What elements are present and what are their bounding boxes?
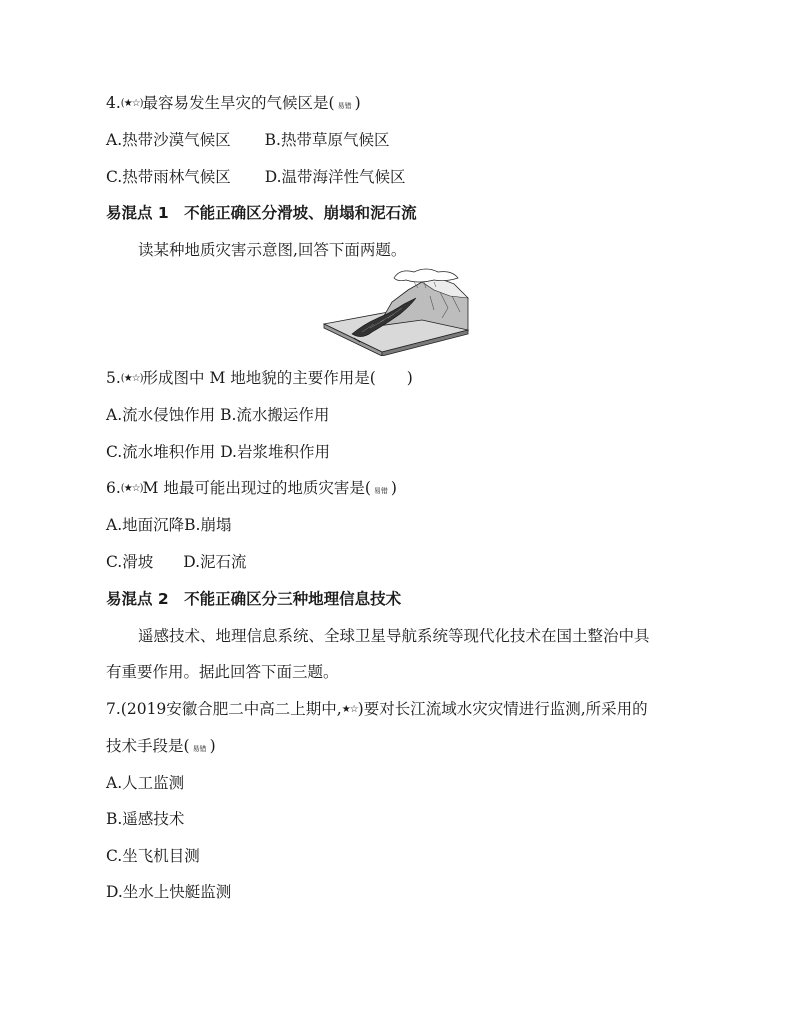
error-prone-tag: 易错: [337, 102, 352, 110]
geological-hazard-diagram: [322, 268, 472, 356]
option-d: D.泥石流: [183, 553, 247, 571]
difficulty-stars-icon: ★☆: [341, 704, 358, 715]
question-text: 形成图中 M 地地貌的主要作用是( ): [142, 369, 413, 387]
option-c: C.热带雨林气候区: [106, 168, 231, 186]
question-7-option-d: D.坐水上快艇监测: [106, 883, 232, 901]
answer-bracket-close: ): [209, 737, 216, 755]
option-b: B.热带草原气候区: [264, 131, 390, 149]
option-b: B.崩塌: [184, 516, 232, 534]
section-1-intro: 读某种地质灾害示意图,回答下面两题。: [138, 241, 407, 259]
question-text: 技术手段是(: [106, 737, 190, 755]
question-6-options-row2: [106, 551, 247, 573]
option-d: D.温带海洋性气候区: [264, 168, 406, 186]
question-4-options-row1: [106, 129, 389, 151]
option-d: D.岩浆堆积作用: [220, 443, 330, 461]
question-7-stem-line1: [106, 698, 648, 721]
error-prone-tag: 易错: [373, 487, 388, 495]
section-2-intro-line1: 遥感技术、地理信息系统、全球卫星导航系统等现代化技术在国土整治中具: [138, 627, 650, 645]
question-text: 最容易发生旱灾的气候区是(: [142, 94, 335, 112]
difficulty-stars-icon: (★☆): [120, 98, 143, 109]
question-7-option-b: B.遥感技术: [106, 810, 185, 828]
question-number: 6.: [106, 479, 121, 497]
question-4-options-row2: [106, 166, 406, 188]
option-c: C.流水堆积作用: [106, 443, 216, 461]
difficulty-stars-icon: (★☆): [120, 373, 143, 384]
question-number: 7.: [106, 700, 121, 718]
question-number: 5.: [106, 369, 121, 387]
question-6-options-row1: [106, 514, 231, 536]
answer-bracket-close: ): [354, 94, 361, 112]
option-a: A.地面沉降: [106, 516, 185, 534]
question-5-options-row2: [106, 441, 330, 463]
question-text: M 地最可能出现过的地质灾害是(: [142, 479, 371, 497]
question-7-option-a: A.人工监测: [106, 774, 185, 792]
section-2-title: 易混点 2 不能正确区分三种地理信息技术: [106, 590, 402, 608]
question-4-stem: [106, 92, 361, 117]
question-7-option-c: C.坐飞机目测: [106, 847, 200, 865]
difficulty-stars-icon: (★☆): [120, 483, 143, 494]
error-prone-tag: 易错: [192, 745, 207, 753]
question-source: (2019安徽合肥二中高二上期中,: [120, 700, 342, 718]
question-number: 4.: [106, 94, 121, 112]
option-a: A.流水侵蚀作用: [106, 406, 216, 424]
question-7-stem-line2: [106, 735, 216, 760]
option-a: A.热带沙漠气候区: [106, 131, 231, 149]
section-1-title: 易混点 1 不能正确区分滑坡、崩塌和泥石流: [106, 204, 417, 222]
option-c: C.滑坡: [106, 553, 154, 571]
option-b: B.流水搬运作用: [220, 406, 330, 424]
section-2-intro-line2: 有重要作用。据此回答下面三题。: [106, 663, 339, 681]
question-text: )要对长江流域水灾灾情进行监测,所采用的: [357, 700, 648, 718]
question-5-options-row1: [106, 404, 329, 426]
answer-bracket-close: ): [390, 479, 397, 497]
question-5-stem: [106, 367, 413, 390]
question-6-stem: [106, 477, 397, 502]
